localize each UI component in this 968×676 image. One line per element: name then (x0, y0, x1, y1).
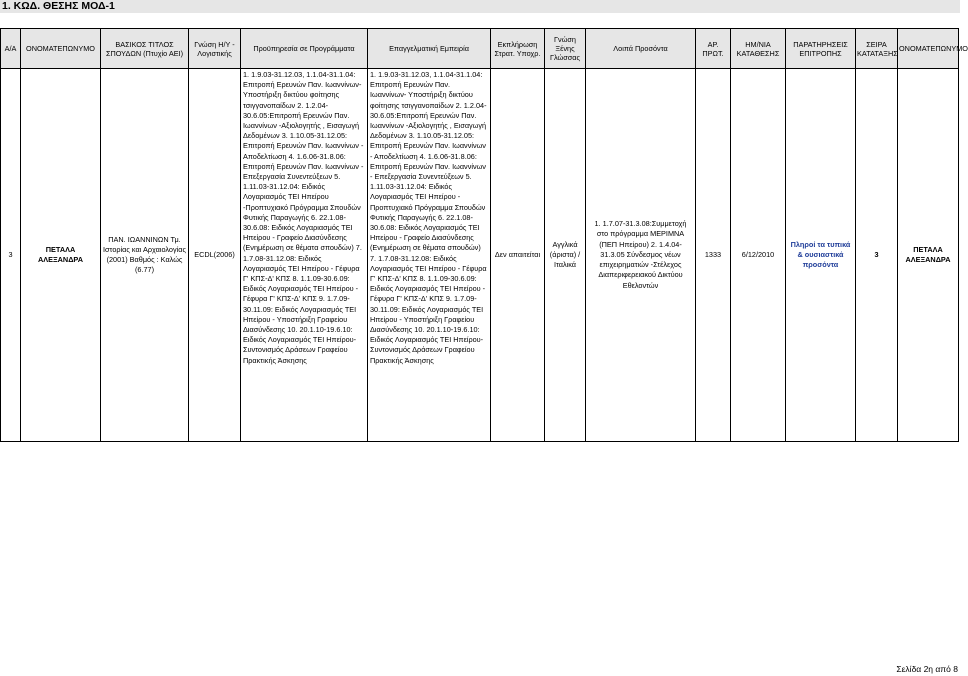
header-professional-experience: Επαγγελματική Εμπειρία (368, 29, 491, 69)
cell-language: Αγγλικά (άριστα) / Ιταλικά (545, 69, 586, 442)
cell-name: ΠΕΤΑΛΑ ΑΛΕΞΑΝΔΡΑ (21, 69, 101, 442)
candidates-table (0, 28, 968, 442)
header-ranking: ΣΕΙΡΑ ΚΑΤΑΤΑΞΗΣ (856, 29, 898, 69)
header-program-experience: Προϋπηρεσία σε Προγράμματα (241, 29, 368, 69)
header-other-qualifications: Λοιπά Προσόντα (586, 29, 696, 69)
cell-aa: 3 (1, 69, 21, 442)
cell-pc-skills: ECDL(2006) (189, 69, 241, 442)
header-submission-date: ΗΜ/ΝΙΑ ΚΑΤΑΘΕΣΗΣ (731, 29, 786, 69)
cell-submission-date: 6/12/2010 (731, 69, 786, 442)
header-name: ΟΝΟΜΑΤΕΠΩΝΥΜΟ (21, 29, 101, 69)
header-name-repeat: ΟΝΟΜΑΤΕΠΩΝΥΜΟ (898, 29, 959, 69)
cell-committee-notes: Πληροί τα τυπικά & ουσιαστικά προσόντα (786, 69, 856, 442)
header-pc-skills: Γνώση Η/Υ - Λογιστικής (189, 29, 241, 69)
cell-protocol-number: 1333 (696, 69, 731, 442)
header-committee-notes: ΠΑΡΑΤΗΡΗΣΕΙΣ ΕΠΙΤΡΟΠΗΣ (786, 29, 856, 69)
cell-military: Δεν απαιτείται (491, 69, 545, 442)
cell-other-qualifications: 1. 1.7.07-31.3.08:Συμμετοχή στο πρόγραμμα ΜΕΡΙΜΝΑ (ΠΕΠ Ηπείρου) 2. 1.4.04-31.3.05 Σύνδεσμος νέων επιχειρηματιών -Στέλεχος Διαπεριφερειακού Δικτύου Εθελοντών (586, 69, 696, 442)
title-banner (0, 0, 960, 13)
page-title: 1. ΚΩΔ. ΘΕΣΗΣ ΜΟΔ-1 (2, 0, 115, 12)
header-language: Γνώση Ξένης Γλώσσας (545, 29, 586, 69)
header-degree: ΒΑΣΙΚΟΣ ΤΙΤΛΟΣ ΣΠΟΥΔΩΝ (Πτυχίο ΑΕΙ) (101, 29, 189, 69)
page-footer: Σελίδα 2η από 8 (896, 664, 958, 674)
cell-name-repeat: ΠΕΤΑΛΑ ΑΛΕΞΑΝΔΡΑ (898, 69, 959, 442)
header-protocol-number: ΑΡ. ΠΡΩΤ. (696, 29, 731, 69)
table-row (1, 69, 959, 442)
header-row (1, 29, 959, 69)
cell-degree: ΠΑΝ. ΙΩΑΝΝΙΝΩΝ Τμ. Ιστορίας και Αρχαιολογίας (2001) Βαθμός : Καλώς (6.77) (101, 69, 189, 442)
cell-ranking: 3 (856, 69, 898, 442)
cell-program-experience: 1. 1.9.03-31.12.03, 1.1.04-31.1.04: Επιτροπή Ερευνών Παν. Ιωαννίνων- Υποστήριξη δικτύου φοίτησης τσιγγανοπαίδων 2. 1.2.04-30.6.05:Επιτροπή Ερευνών Παν. Ιωαννίνων -Αξιολογητής , Εισαγωγή Δεδομένων 3. 1.10.05-31.12.05: Επιτροπή Ερευνών Παν. Ιωαννίνων - Αποδελτίωση 4. 1.6.06-31.8.06: Επιτροπή Ερευνών Παν. Ιωαννίνων - Επεξεργασία Συνεντεύξεων 5. 1.11.03-31.12.04: Ειδικός Λογαριασμός ΤΕΙ Ηπείρου -Προπτυχιακό Πρόγραμμα Σπουδών Φυτικής Παραγωγής 6. 22.1.08-30.6.08: Ειδικός Λογαριασμός ΤΕΙ Ηπείρου - Γραφείο Διασύνδεσης (Ενημέρωση σε θέματα σπουδών) 7. 1.7.08-31.12.08: Ειδικός Λογαριασμός ΤΕΙ Ηπείρου - Γέφυρα Γ' ΚΠΣ-Δ' ΚΠΣ 8. 1.1.09-30.6.09: Ειδικός Λογαριασμός ΤΕΙ Ηπείρου - Γέφυρα Γ' ΚΠΣ-Δ' ΚΠΣ 9. 1.7.09-30.11.09: Ειδικός Λογαριασμός ΤΕΙ Ηπείρου - Υποστήριξη Γραφείου Διασύνδεσης 10. 20.1.10-19.6.10: Ειδικός Λογαριασμός ΤΕΙ Ηπείρου- Συντονισμός Δράσεων Γραφείου Πρακτικής Άσκησης (241, 69, 368, 442)
cell-professional-experience: 1. 1.9.03-31.12.03, 1.1.04-31.1.04: Επιτροπή Ερευνών Παν. Ιωαννίνων- Υποστήριξη δικτύου φοίτησης τσιγγανοπαίδων 2. 1.2.04-30.6.05:Επιτροπή Ερευνών Παν. Ιωαννίνων -Αξιολογητής , Εισαγωγή Δεδομένων 3. 1.10.05-31.12.05: Επιτροπή Ερευνών Παν. Ιωαννίνων - Αποδελτίωση 4. 1.6.06-31.8.06: Επιτροπή Ερευνών Παν. Ιωαννίνων - Επεξεργασία Συνεντεύξεων 5. 1.11.03-31.12.04: Ειδικός Λογαριασμός ΤΕΙ Ηπείρου - Προπτυχιακό Πρόγραμμα Σπουδών Φυτικής Παραγωγής 6. 22.1.08-30.6.08: Ειδικός Λογαριασμός ΤΕΙ Ηπείρου - Γραφείο Διασύνδεσης (Ενημέρωση σε θέματα σπουδών) 7. 1.7.08-31.12.08: Ειδικός Λογαριασμός ΤΕΙ Ηπείρου - Γέφυρα Γ' ΚΠΣ-Δ' ΚΠΣ 8. 1.1.09-30.6.09: Ειδικός Λογαριασμός ΤΕΙ Ηπείρου - Γέφυρα Γ' ΚΠΣ-Δ' ΚΠΣ 9. 1.7.09-30.11.09: Ειδικός Λογαριασμός ΤΕΙ Ηπείρου - Υποστήριξη Γραφείου Διασύνδεσης 10. 20.1.10-19.6.10: Ειδικός Λογαριασμός ΤΕΙ Ηπείρου- Συντονισμός Δράσεων Γραφείου Πρακτικής Άσκησης (368, 69, 491, 442)
header-aa: Α/Α (1, 29, 21, 69)
header-military: Εκπλήρωση Στρατ. Υποχρ. (491, 29, 545, 69)
